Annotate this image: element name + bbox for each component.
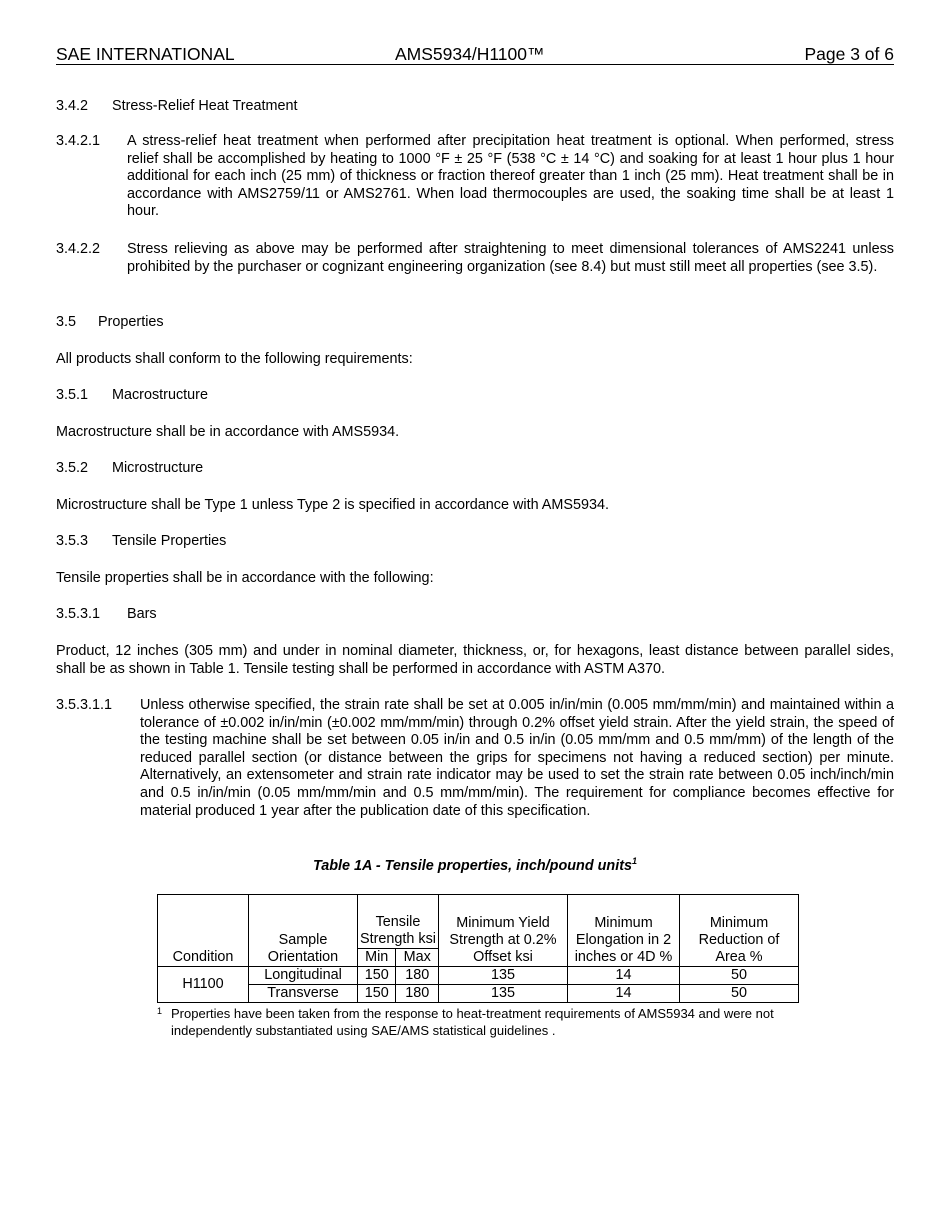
header-elongation: Minimum Elongation in 2 inches or 4D % <box>568 895 680 967</box>
paragraph-number: 3.4.2.1 <box>56 133 101 149</box>
header-min: Min <box>358 949 396 967</box>
cell-condition: H1100 <box>158 967 249 1003</box>
caption-text: Table 1A - Tensile properties, inch/pound units <box>312 858 632 874</box>
section-title: Bars <box>127 606 157 622</box>
paragraph-text: Stress relieving as above may be performed after straightening to meet dimensional tolerances of AMS2241 unless prohibited by the purchaser or cognizant engineering organization (see 8.4) but must still meet all properties (see 3.5). <box>127 241 894 275</box>
header-page-number: Page 3 of 6 <box>804 44 894 64</box>
section-heading <box>56 387 894 405</box>
paragraph-number: 3.5.3.1.1 <box>56 697 113 713</box>
paragraph-text: Unless otherwise specified, the strain rate shall be set at 0.005 in/in/min (0.005 mm/mm/min) and maintained within a tolerance of ±0.002 in/in/min (±0.002 mm/mm/min) through 0.2% offset yield strain. After the yield strain, the speed of the testing machine shall be set between 0.05 in/in and 0.5 in/in (0.05 mm/mm and 0.5 mm/mm) of the length of the reduced parallel section (or distance between the grips for specimens not having a reduced section) per minute. Alternatively, an extensometer and strain rate indicator may be used to set the strain rate between 0.05 inch/inch/min and 0.5 in/in/min (0.05 mm/mm/min and 0.5 mm/mm/min). The requirement for compliance becomes effective for material produced 1 year after the publication date of this specification. <box>140 697 894 819</box>
caption-footnote-mark: 1 <box>632 856 638 867</box>
header-orientation: Sample Orientation <box>249 895 358 967</box>
tensile-properties-table <box>157 894 799 1003</box>
section-number: 3.4.2 <box>56 98 89 114</box>
table-caption <box>0 858 950 876</box>
footnote-text: Properties have been taken from the response to heat-treatment requirements of AMS5934 and were not independently substantiated using SAE/AMS statistical guidelines . <box>171 1006 774 1038</box>
section-number: 3.5 <box>56 314 77 330</box>
section-number: 3.5.2 <box>56 460 89 476</box>
section-title: Macrostructure <box>112 387 208 403</box>
cell-min: 150 <box>358 985 396 1003</box>
header-reduction: Minimum Reduction of Area % <box>680 895 799 967</box>
section-number: 3.5.3 <box>56 533 89 549</box>
section-number: 3.5.1 <box>56 387 89 403</box>
cell-orientation: Transverse <box>249 985 358 1003</box>
page-header <box>56 44 894 65</box>
paragraph-text: Microstructure shall be Type 1 unless Type 2 is specified in accordance with AMS5934. <box>56 497 609 513</box>
table-row <box>158 985 799 1003</box>
paragraph-3-4-2-2 <box>56 241 894 276</box>
header-tensile: Tensile Strength ksi <box>358 895 439 949</box>
paragraph-text: Macrostructure shall be in accordance with AMS5934. <box>56 424 400 440</box>
header-org: SAE INTERNATIONAL <box>56 44 235 64</box>
header-max: Max <box>396 949 439 967</box>
cell-elongation: 14 <box>568 967 680 985</box>
cell-yield: 135 <box>439 985 568 1003</box>
paragraph-text: All products shall conform to the following requirements: <box>56 351 413 367</box>
section-heading <box>56 314 894 332</box>
section-title: Stress-Relief Heat Treatment <box>112 98 298 114</box>
table-footnote <box>157 1005 797 1039</box>
section-title: Microstructure <box>112 460 204 476</box>
section-number: 3.5.3.1 <box>56 606 101 622</box>
paragraph-text: A stress-relief heat treatment when performed after precipitation heat treatment is optional. When performed, stress relief shall be accomplished by heating to 1000 °F ± 25 °F (538 °C ± 14 °C) and soaking for at least 1 hour plus 1 hour additional for each inch (25 mm) of thickness or fraction thereof greater than 1 inch (25 mm). Heat treatment shall be in accordance with AMS2759/11 or AMS2761. When load thermocouples are used, the soaking time shall be at least 1 hour. <box>127 133 894 220</box>
paragraph-3-5-3-1-1 <box>56 697 894 820</box>
cell-min: 150 <box>358 967 396 985</box>
cell-max: 180 <box>396 967 439 985</box>
cell-yield: 135 <box>439 967 568 985</box>
cell-reduction: 50 <box>680 967 799 985</box>
section-title: Properties <box>98 314 164 330</box>
section-heading <box>56 533 894 551</box>
cell-max: 180 <box>396 985 439 1003</box>
section-heading <box>56 98 894 116</box>
paragraph-text: Product, 12 inches (305 mm) and under in nominal diameter, thickness, or, for hexagons, least distance between parallel sides, shall be as shown in Table 1. Tensile testing shall be performed in accordance with ASTM A370. <box>56 643 894 677</box>
header-doc-id: AMS5934/H1100™ <box>395 44 545 64</box>
section-heading <box>56 606 894 624</box>
footnote-mark: 1 <box>157 1006 163 1016</box>
header-yield: Minimum Yield Strength at 0.2% Offset ksi <box>439 895 568 967</box>
paragraph-number: 3.4.2.2 <box>56 241 101 257</box>
section-heading <box>56 460 894 478</box>
table-row <box>158 967 799 985</box>
paragraph-text: Tensile properties shall be in accordance with the following: <box>56 570 434 586</box>
paragraph-3-4-2-1 <box>56 133 894 221</box>
header-condition: Condition <box>158 895 249 967</box>
cell-reduction: 50 <box>680 985 799 1003</box>
cell-elongation: 14 <box>568 985 680 1003</box>
section-title: Tensile Properties <box>112 533 227 549</box>
cell-orientation: Longitudinal <box>249 967 358 985</box>
